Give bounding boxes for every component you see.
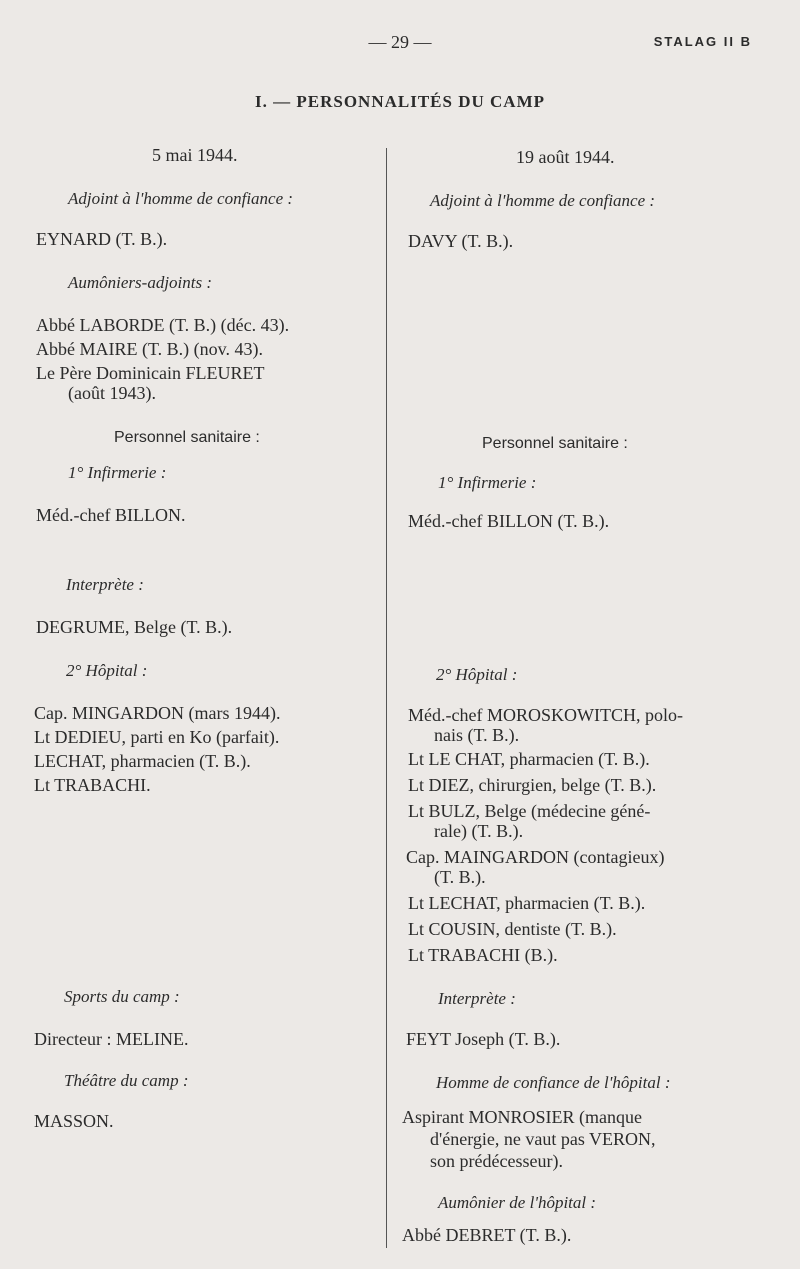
right-hopital-entry: Lt COUSIN, dentiste (T. B.). <box>408 919 617 939</box>
left-interprete-heading: Interprète : <box>66 575 144 594</box>
right-interprete-entry: FEYT Joseph (T. B.). <box>406 1029 561 1049</box>
right-aumonier-hopital-entry: Abbé DEBRET (T. B.). <box>402 1225 572 1245</box>
right-infirmerie-heading: 1° Infirmerie : <box>438 473 537 492</box>
column-divider <box>386 148 387 1248</box>
left-sports-entry: Directeur : MELINE. <box>34 1029 189 1049</box>
left-adjoint-heading: Adjoint à l'homme de confiance : <box>68 189 294 208</box>
right-hopital-entry: Cap. MAINGARDON (contagieux) <box>406 847 665 867</box>
left-interprete-entry: DEGRUME, Belge (T. B.). <box>36 617 233 637</box>
right-hopital-entry: rale) (T. B.). <box>434 821 524 841</box>
left-theatre-heading: Théâtre du camp : <box>64 1071 189 1090</box>
right-interprete-heading: Interprète : <box>438 989 516 1008</box>
right-hopital-entry: Lt BULZ, Belge (médecine géné- <box>408 801 651 821</box>
right-homme-hopital-entry: d'énergie, ne vaut pas VERON, <box>430 1129 656 1149</box>
right-homme-hopital-entry: Aspirant MONROSIER (manque <box>402 1107 642 1127</box>
right-infirmerie-entry: Méd.-chef BILLON (T. B.). <box>408 511 610 531</box>
left-aumonier-entry: Abbé MAIRE (T. B.) (nov. 43). <box>36 339 263 359</box>
left-sports-heading: Sports du camp : <box>64 987 180 1006</box>
left-infirmerie-heading: 1° Infirmerie : <box>68 463 167 482</box>
right-hopital-entry: nais (T. B.). <box>434 725 520 745</box>
left-adjoint-name: EYNARD (T. B.). <box>36 229 168 249</box>
left-infirmerie-entry: Méd.-chef BILLON. <box>36 505 186 525</box>
right-hopital-entry: Lt LE CHAT, pharmacien (T. B.). <box>408 749 650 769</box>
left-hopital-entry: Cap. MINGARDON (mars 1944). <box>34 703 281 723</box>
right-hopital-entry: Lt DIEZ, chirurgien, belge (T. B.). <box>408 775 657 795</box>
right-homme-hopital-heading: Homme de confiance de l'hôpital : <box>436 1073 671 1092</box>
left-aumonier-entry: (août 1943). <box>68 383 156 403</box>
left-theatre-entry: MASSON. <box>34 1111 114 1131</box>
right-homme-hopital-entry: son prédécesseur). <box>430 1151 563 1171</box>
right-date: 19 août 1944. <box>516 147 615 167</box>
right-aumonier-hopital-heading: Aumônier de l'hôpital : <box>438 1193 597 1212</box>
right-hopital-heading: 2° Hôpital : <box>436 665 518 684</box>
left-hopital-heading: 2° Hôpital : <box>66 661 148 680</box>
right-adjoint-name: DAVY (T. B.). <box>408 231 514 251</box>
right-hopital-entry: Méd.-chef MOROSKOWITCH, polo- <box>408 705 683 725</box>
left-hopital-entry: Lt DEDIEU, parti en Ko (parfait). <box>34 727 280 747</box>
left-aumoniers-heading: Aumôniers-adjoints : <box>68 273 213 292</box>
left-sanitaire-heading: Personnel sanitaire : <box>114 429 260 446</box>
right-hopital-entry: (T. B.). <box>434 867 486 887</box>
left-aumonier-entry: Abbé LABORDE (T. B.) (déc. 43). <box>36 315 290 335</box>
page-number: — 29 — <box>368 32 432 52</box>
right-adjoint-heading: Adjoint à l'homme de confiance : <box>430 191 656 210</box>
left-aumonier-entry: Le Père Dominicain FLEURET <box>36 363 265 383</box>
right-hopital-entry: Lt TRABACHI (B.). <box>408 945 558 965</box>
left-hopital-entry: LECHAT, pharmacien (T. B.). <box>34 751 251 771</box>
left-hopital-entry: Lt TRABACHI. <box>34 775 151 795</box>
running-title: STALAG II B <box>653 34 752 49</box>
section-title: I. — PERSONNALITÉS DU CAMP <box>255 92 545 111</box>
right-hopital-entry: Lt LECHAT, pharmacien (T. B.). <box>408 893 646 913</box>
right-sanitaire-heading: Personnel sanitaire : <box>482 435 628 452</box>
left-date: 5 mai 1944. <box>152 145 238 165</box>
